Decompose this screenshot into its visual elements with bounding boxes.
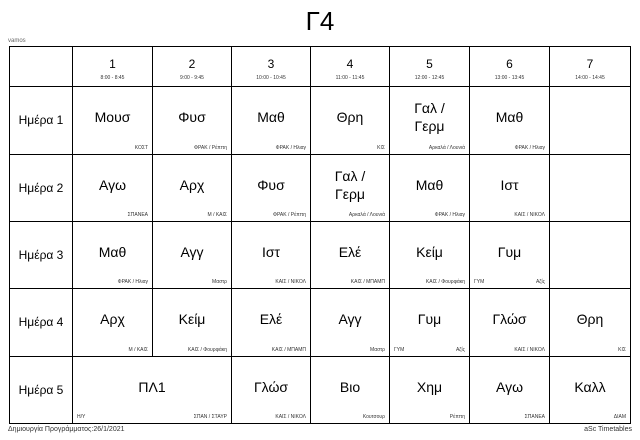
period-time: 12:00 - 12:45 <box>414 75 445 81</box>
teacher-label: ΣΠΑΝ / ΣΤΑΥΡ <box>193 414 227 420</box>
teacher-label: ΔΙΑΜ <box>613 414 626 420</box>
teacher-label: ΚΑΙΣ / ΜΠΑΜΠ <box>350 279 385 286</box>
period-number: 1 <box>109 57 116 71</box>
period-header <box>311 47 390 87</box>
day-label: Ημέρα 1 <box>10 87 73 154</box>
period-header <box>470 47 550 87</box>
period-number: 6 <box>506 57 513 71</box>
lesson-cell[interactable] <box>311 356 390 423</box>
teacher-label: ΚΑΙΣ / Φουρφάκη <box>425 279 465 286</box>
teacher-label: Μαστρ <box>212 279 227 286</box>
lesson-cell[interactable] <box>550 356 631 423</box>
period-number: 4 <box>346 57 354 71</box>
teacher-label: ΚΑΙΣ / Φουρφάκη <box>187 346 227 353</box>
day-label: Ημέρα 4 <box>10 289 73 356</box>
teacher-label: ΣΠΑΝΕΑ <box>127 211 148 218</box>
teacher-label: ΦΡΑΚ / Ρέππη <box>193 144 227 151</box>
subject-label: Κείμ <box>178 311 206 328</box>
day-row <box>10 87 631 154</box>
lesson-cell[interactable] <box>153 154 232 221</box>
software-credit: aSc Timetables <box>584 426 632 433</box>
teacher-label: Μαστρ <box>370 346 385 353</box>
lesson-cell[interactable] <box>550 221 631 288</box>
lesson-cell[interactable] <box>311 154 390 221</box>
subject-label: Κείμ <box>416 244 443 261</box>
subject-label: Βιο <box>339 378 361 395</box>
lesson-cell[interactable] <box>73 154 153 221</box>
teacher-label: Μ / ΚΑΙΣ <box>207 211 227 218</box>
period-time: 11:00 - 11:45 <box>335 75 365 81</box>
subject-label: Γλώσ <box>253 378 289 395</box>
teacher-label: ΚΑΙΣ / ΝΙΚΟΛ <box>275 414 306 420</box>
day-label: Ημέρα 2 <box>10 154 73 221</box>
subject-label: Γλώσ <box>492 311 527 328</box>
period-time: 10:00 - 10:45 <box>256 75 286 81</box>
subject-label: Φυσ <box>178 109 206 126</box>
subject-label: Χημ <box>416 378 443 395</box>
teacher-label: ΦΡΑΚ / Ρέππη <box>272 211 306 218</box>
subject-label: Γαλ / Γερμ <box>334 167 366 202</box>
teacher-label: Αζίς <box>455 346 465 353</box>
lesson-cell[interactable] <box>73 289 153 356</box>
subject-label: Αρχ <box>179 176 205 193</box>
subject-label: Ελέ <box>338 244 362 261</box>
teacher-label: Αζίς <box>535 279 545 286</box>
lesson-cell[interactable] <box>470 221 550 288</box>
subject-label: Αγγ <box>180 244 204 261</box>
subject-label: Αγγ <box>338 311 362 328</box>
lesson-cell[interactable] <box>73 356 232 423</box>
teacher-label: Αρκαλά / Λουνιά <box>348 211 385 218</box>
teacher-label: ΣΠΑΝΕΑ <box>524 414 545 420</box>
teacher-label: ΦΡΑΚ / Ηλιαγ <box>514 144 545 151</box>
lesson-cell[interactable] <box>232 356 311 423</box>
subject-label: Ιστ <box>261 244 281 261</box>
lesson-cell[interactable] <box>153 87 232 154</box>
subject-label: Γυμ <box>417 311 442 328</box>
lesson-cell[interactable] <box>232 221 311 288</box>
period-header <box>550 47 631 87</box>
teacher-label: ΚΑΙΣ / ΝΙΚΟΛ <box>275 279 306 286</box>
day-row <box>10 289 631 356</box>
teacher-label: Κουτσουρ <box>362 414 385 420</box>
teacher-label: Αρκαλά / Λουνιά <box>428 144 465 151</box>
teacher-label: ΚΟΣΤ <box>134 144 148 151</box>
period-time: 8:00 - 8:45 <box>100 75 125 81</box>
day-row <box>10 154 631 221</box>
subject-label: Ελέ <box>259 311 283 328</box>
subject-label: Γυμ <box>497 244 522 261</box>
lesson-cell[interactable] <box>390 289 470 356</box>
corner-cell <box>10 47 73 87</box>
lesson-cell[interactable] <box>153 289 232 356</box>
period-number: 3 <box>267 57 275 71</box>
day-label: Ημέρα 5 <box>10 356 73 423</box>
subject-label: Μαθ <box>415 176 444 193</box>
lesson-cell[interactable] <box>550 154 631 221</box>
subject-label: Μαθ <box>257 109 285 126</box>
lesson-cell[interactable] <box>73 87 153 154</box>
lesson-cell[interactable] <box>390 154 470 221</box>
period-header-row <box>10 47 631 87</box>
subject-label: Ιστ <box>500 176 519 193</box>
lesson-cell[interactable] <box>153 221 232 288</box>
room-label: ΓΥΜ <box>474 279 485 286</box>
teacher-label: Ρέππη <box>449 414 465 420</box>
subject-label: Αγω <box>495 378 523 395</box>
lesson-cell[interactable] <box>390 221 470 288</box>
corner-label: vamos <box>8 38 26 44</box>
room-label: Η/Υ <box>77 414 86 420</box>
subject-label: Φυσ <box>257 176 285 193</box>
lesson-cell[interactable] <box>311 221 390 288</box>
teacher-label: ΚΙΣ <box>618 346 626 353</box>
period-time: 14:00 - 14:45 <box>575 75 605 81</box>
generated-date: Δημιουργία Προγράμματος:26/1/2021 <box>8 426 125 433</box>
period-header <box>232 47 311 87</box>
subject-label: Μαθ <box>495 109 524 126</box>
subject-label: Αρχ <box>100 311 125 328</box>
lesson-cell[interactable] <box>232 289 311 356</box>
day-row <box>10 221 631 288</box>
period-header <box>73 47 153 87</box>
teacher-label: ΚΙΣ <box>377 144 385 151</box>
period-number: 5 <box>426 57 433 71</box>
lesson-cell[interactable] <box>550 289 631 356</box>
day-label: Ημέρα 3 <box>10 221 73 288</box>
teacher-label: ΚΑΙΣ / ΜΠΑΜΠ <box>271 346 306 353</box>
lesson-cell[interactable] <box>470 87 550 154</box>
subject-label: Μαθ <box>98 244 127 261</box>
subject-label: Θρη <box>576 311 604 328</box>
room-label: ΓΥΜ <box>394 346 405 353</box>
period-time: 9:00 - 9:45 <box>180 75 204 81</box>
lesson-cell[interactable] <box>73 221 153 288</box>
subject-label: Καλλ <box>574 378 606 395</box>
subject-label: Θρη <box>336 109 364 126</box>
subject-label: Γαλ / Γερμ <box>414 100 445 135</box>
teacher-label: ΦΡΑΚ / Ηλιαγ <box>117 279 148 286</box>
period-header <box>153 47 232 87</box>
lesson-cell[interactable] <box>311 87 390 154</box>
teacher-label: Μ / ΚΑΙΣ <box>128 346 148 353</box>
teacher-label: ΦΡΑΚ / Ηλιαγ <box>434 211 465 218</box>
teacher-label: ΚΑΙΣ / ΝΙΚΟΛ <box>514 346 545 353</box>
lesson-cell[interactable] <box>470 154 550 221</box>
period-number: 7 <box>586 57 594 71</box>
lesson-cell[interactable] <box>470 356 550 423</box>
subject-label: Μουσ <box>94 109 131 126</box>
period-header <box>390 47 470 87</box>
subject-label: ΠΛ1 <box>138 378 166 395</box>
lesson-cell[interactable] <box>550 87 631 154</box>
lesson-cell[interactable] <box>232 87 311 154</box>
lesson-cell[interactable] <box>311 289 390 356</box>
subject-label: Αγω <box>98 176 126 193</box>
lesson-cell[interactable] <box>390 87 470 154</box>
page-title: Γ4 <box>305 6 335 36</box>
day-row <box>10 356 631 423</box>
lesson-cell[interactable] <box>390 356 470 423</box>
timetable <box>9 46 631 424</box>
period-number: 2 <box>188 57 196 71</box>
teacher-label: ΦΡΑΚ / Ηλιαγ <box>275 144 306 151</box>
lesson-cell[interactable] <box>232 154 311 221</box>
period-time: 13:00 - 13:45 <box>494 75 525 81</box>
teacher-label: ΚΑΙΣ / ΝΙΚΟΛ <box>514 211 545 218</box>
lesson-cell[interactable] <box>470 289 550 356</box>
